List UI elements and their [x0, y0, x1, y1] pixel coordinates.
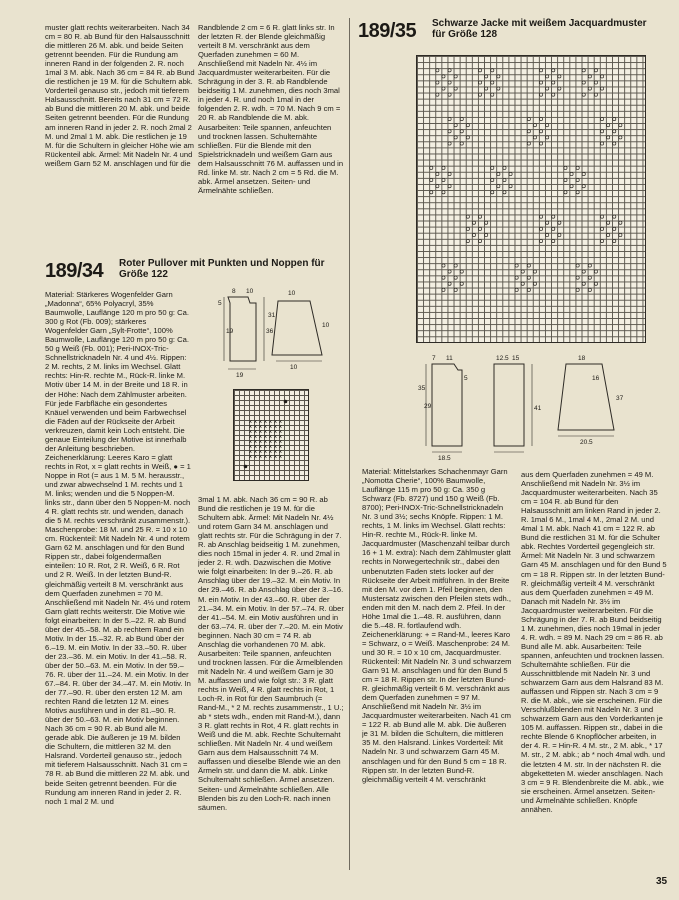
motif-x-mark: x [279, 419, 282, 426]
jacquard-cell-mark [546, 124, 549, 127]
jacquard-cell-mark [515, 264, 518, 267]
jacquard-cell-mark [497, 185, 500, 188]
schema-dimension-label: 15 [512, 355, 520, 362]
jacquard-cell-mark [485, 87, 488, 90]
jacquard-cell-mark [527, 288, 530, 291]
motif-x-mark: x [264, 419, 267, 426]
schema-dimension-label: 37 [616, 395, 624, 402]
jacquard-cell-mark [497, 87, 500, 90]
motif-x-mark: x [264, 449, 267, 456]
motif-x-mark: x [269, 424, 272, 431]
jacquard-cell-mark [442, 87, 445, 90]
motif-x-mark: x [269, 419, 272, 426]
jacquard-cell-mark [594, 270, 597, 273]
schema-dimension-label: 36 [266, 328, 274, 335]
jacquard-cell-mark [448, 172, 451, 175]
jacquard-cell-mark [478, 93, 481, 96]
col1-main-text: Material: Stärkeres Wogenfelder Garn „Madonna“, 65% Polyacryl, 35% Baumwolle, Lauflänge 120 m pro 50 g: Ca. 300 g Rot (Fb. 009); stärkeres Wogenfelder Garn „Sylt-Frotte“, 100% Baumwolle, Lauflänge 120 m pro 50 g: Ca. 50 g Weiß (Fb. 001); Peri-INOX-Tric-Schnellstricknadeln Nr. 4 und 4½. Rippen: 2 M. rechts, 2 M. links im Wechsel. Glatt rechts: Hin-R. rechte M., Rück-R. linke M. Motiv über 14 M. in der Breite und 18 R. in der Höhe: Nach dem Zählmuster arbeiten. Für jede Farbfläche ein gesondertes Knäuel verwenden und beim Farbwechsel die Fäden auf der Rückseite der Arbeit verkreuzen, damit kein Loch entsteht. Die genaue Einteilung der Motive ist innerhalb der Anleitung beschrieben. Zeichenerklärung: Leeres Karo = glatt rechts in Rot, x = glatt rechts in Weiß, ● = 1 Noppe in Rot (= aus 1 M. 5 M. herausstr., und zwar abwechselnd 1 M. rechts und 1 M. links; wenden und die 5 Noppen-M. links str., dann über den 5 Noppen-M. noch 4 R. glatt rechts str. und wenden, danach die 5 M. rechts verschränkt zusammenstr.). Maschenprobe: 18 M. und 25 R. = 10 x 10 cm. Rückenteil: Mit Nadeln Nr. 4 und rotem Garn 62 M. anschlagen und für den Bund Rippen str., dabei folgendermaßen einteilen: 10 R. Rot, 2 R. Weiß, 6 R. Rot und 2 R. Weiß. In der letzten Bund-R. gleichmäßig verteilt 8 M. verschränkt aus dem Querfaden zunehmen = 70 M. Anschließend mit Nadeln Nr. 4½ und rotem Garn glatt rechts weiterstr. Die Motive wie folgt einarbeiten: In der 5.–22. R. ab Bund über der 45.–58. M. ab rechtem Rand ein Motiv. In der 15.–32. R. ab Bund über der 6.–19. M. ein Motiv. In der 33.–50. R. über der 23.–36. M. ein Motiv. In der 41.–58. R. über der 50.–63. M. ein Motiv. In der 59.–76. R. über der 11.–24. M. ein Motiv. In der 67.–84. R. über der 34.–47. M. ein Motiv. In der 77.–90. R. über den ersten 12 M. am rechten Rand die letzten 12 M. eines Motivs ausführen und in der 81.–90. R. über der 50.–63. M. ein Motiv beginnen. Nach 36 cm = 90 R. ab Bund alle M. gerade abk. Die äußeren je 19 M. bilden die Schultern, die mittleren 32 M. den Halsrand. Vorderteil genauso str., jedoch mit tieferem Halsausschnitt. Nach 31 cm = 78 R. ab Bund die mittleren 22 M. abk. und beide Seiten getrennt beenden. Für die Rundung am inneren Rand in jeder 2. R. noch 1 mal 2 M. und [45, 290, 191, 806]
jacquard-cell-mark [539, 81, 542, 84]
jacquard-cell-mark [558, 87, 561, 90]
jacquard-cell-mark [503, 178, 506, 181]
jacquard-cell-mark [454, 124, 457, 127]
jacquard-cell-mark [576, 166, 579, 169]
jacquard-cell-mark [460, 282, 463, 285]
jacquard-cell-mark [552, 239, 555, 242]
jacquard-cell-mark [442, 264, 445, 267]
motif-x-mark: x [249, 454, 252, 461]
jacquard-cell-mark [539, 215, 542, 218]
jacquard-cell-mark [436, 93, 439, 96]
jacquard-cell-mark [546, 233, 549, 236]
jacquard-cell-mark [600, 75, 603, 78]
jacquard-cell-mark [613, 239, 616, 242]
motif-x-mark: x [279, 424, 282, 431]
jacquard-cell-mark [460, 117, 463, 120]
schema-dimension-label: 10 [288, 290, 296, 297]
motif-x-mark: x [274, 444, 277, 451]
jacquard-cell-mark [460, 130, 463, 133]
jacquard-cell-mark [546, 87, 549, 90]
jacquard-cell-mark [552, 81, 555, 84]
jacquard-cell-mark [485, 75, 488, 78]
heading-189-34: 189/34 [45, 260, 104, 282]
jacquard-cell-mark [600, 142, 603, 145]
motif-x-mark: x [269, 434, 272, 441]
jacquard-cell-mark [613, 130, 616, 133]
jacquard-cell-mark [460, 142, 463, 145]
motif-x-mark: x [254, 429, 257, 436]
jacquard-cell-mark [613, 117, 616, 120]
jacquard-cell-mark [491, 81, 494, 84]
schema-dimension-label: 5 [218, 300, 222, 307]
motif-x-mark: x [259, 444, 262, 451]
jacquard-cell-mark [594, 69, 597, 72]
jacquard-cell-mark [533, 282, 536, 285]
jacquard-cell-mark [607, 136, 610, 139]
motif-x-mark: x [264, 429, 267, 436]
jacquard-cell-mark [582, 185, 585, 188]
jacquard-cell-mark [460, 270, 463, 273]
jacquard-cell-mark [436, 172, 439, 175]
motif-x-mark: x [254, 434, 257, 441]
col2-top-text: Randblende 2 cm = 6 R. glatt links str. In der letzten R. der Blende gleichmäßig verteilt 8 M. verschränkt aus dem Querfaden zunehmen = 60 M. Anschließend mit Nadeln Nr. 4½ im Jacquardmuster weiterarbeiten. Für die Schrägung in der 3. R. ab Randblende beidseitig 1 M. zunehmen, dies noch 3mal in jeder 4. R. und noch 1mal in der folgenden 2. R. wdh. = 70 M. Nach 9 cm = 20 R. ab Randblende die M. abk. Ausarbeiten: Teile spannen, anfeuchten und trocknen lassen. Schulternähte schließen. Für die Blende mit den Spielstricknadeln und weißem Garn aus dem Halsausschnitt 76 M. auffassen und in Rd. linke M. str. Nach 2 cm = 5 Rd. die M. abk. Ärmel ansetzen. Seiten- und Ärmelnähte schließen. [198, 23, 344, 195]
jacquard-cell-mark [558, 233, 561, 236]
col4-main-text: aus dem Querfaden zunehmen = 49 M. Anschließend mit Nadeln Nr. 3½ im Jacquardmuster weiterarbeiten. Nach 35 cm = 104 R. ab Bund für den Halsausschnitt am linken Rand in jeder 2. R. 1mal 6 M., 1mal 4 M., 2mal 2 M. und 4mal 1 M. abk. Nach 41 cm = 122 R. ab Bund die restlichen 31 M. für die Schulter abk. Rechtes Vorderteil gegengleich str. Ärmel: Mit Nadeln Nr. 3 und schwarzem Garn 45 M. anschlagen und für den Bund 5 cm = 18 R. Rippen str. In der letzten Bund-R. gleichmäßig verteilt 4 M. verschränkt aus dem Querfaden zunehmen = 49 M. Danach mit Nadeln Nr. 3½ im Jacquardmuster weiterarbeiten. Für die Schrägung in der 7. R. ab Bund beidseitig 1 M. zunehmen, dies noch 19mal in jeder 4. R. wdh. = 89 M. Nach 29 cm = 86 R. ab Bund alle M. abk. Ausarbeiten: Teile spannen, anfeuchten und trocknen lassen. Schulternähte schließen. Für die Ausschnittblende mit Nadeln Nr. 3 und schwarzem Garn aus dem Halsrand 83 M. auffassen und Rippen str. Nach 3 cm = 9 R. die M. abk., wie sie erscheinen. Für die Verschlußblenden mit Nadeln Nr. 3 und schwarzem Garn aus den Vorderkanten je 105 M. auffassen. Rippen str., dabei in die rechte Blende 6 Knopflöcher arbeiten, in der 4. R. = Hin-R. 4 M. str., 2 M. abk., * 17 M. str., 2 M. abk.; ab * noch 4mal wdh. und die letzten 4 M. str. In der nächsten R. die abgeketteten M. wieder anschlagen. Nach 3 cm = 9 R. Blendenbreite die M. abk., wie sie erscheinen. Ärmel ansetzen. Seiten- und Ärmelnähte schließen. Knöpfe annähen. [521, 470, 667, 814]
jacquard-cell-mark [600, 117, 603, 120]
jacquard-cell-mark [497, 75, 500, 78]
jacquard-cell-mark [515, 288, 518, 291]
motif-x-mark: x [269, 429, 272, 436]
jacquard-cell-mark [582, 270, 585, 273]
jacquard-cell-mark [546, 221, 549, 224]
motif-x-mark: x [264, 439, 267, 446]
jacquard-cell-mark [491, 178, 494, 181]
schema-dimension-label: 29 [424, 403, 432, 410]
jacquard-cell-mark [466, 215, 469, 218]
jacquard-cell-mark [466, 136, 469, 139]
jacquard-cell-mark [472, 221, 475, 224]
jacquard-cell-mark [454, 136, 457, 139]
motif-x-mark: x [274, 439, 277, 446]
schema-dimension-label: 10 [290, 364, 298, 371]
jacquard-cell-mark [607, 233, 610, 236]
pullover-motif-marks [233, 389, 307, 479]
jacquard-cell-mark [491, 69, 494, 72]
jacquard-cell-mark [436, 185, 439, 188]
motif-x-mark: x [269, 444, 272, 451]
motif-x-mark: x [274, 454, 277, 461]
jacquard-cell-mark [582, 69, 585, 72]
jacquard-cell-mark [552, 69, 555, 72]
jacquard-cell-mark [527, 130, 530, 133]
jacquard-cell-mark [436, 69, 439, 72]
jacquard-cell-mark [466, 124, 469, 127]
jacquard-cell-mark [448, 282, 451, 285]
motif-x-mark: x [254, 419, 257, 426]
motif-x-mark: x [269, 449, 272, 456]
motif-x-mark: x [264, 424, 267, 431]
jacquard-chart-motifs [416, 55, 644, 341]
jacquard-cell-mark [588, 87, 591, 90]
motif-x-mark: x [264, 454, 267, 461]
jacquard-cell-mark [613, 215, 616, 218]
motif-x-mark: x [249, 429, 252, 436]
jacquard-cell-mark [570, 185, 573, 188]
jacquard-cell-mark [448, 270, 451, 273]
motif-x-mark: x [249, 419, 252, 426]
motif-x-mark: x [249, 439, 252, 446]
motif-x-mark: x [254, 439, 257, 446]
jacquard-cell-mark [503, 191, 506, 194]
motif-x-mark: x [264, 444, 267, 451]
schema-dimension-label: 12.5 [496, 355, 509, 362]
jacquard-cell-mark [442, 288, 445, 291]
jacquard-cell-mark [588, 264, 591, 267]
jacquard-cell-mark [564, 166, 567, 169]
col1-top-text: muster glatt rechts weiterarbeiten. Nach 34 cm = 80 R. ab Bund für den Halsausschnitt die mittleren 26 M. abk. und beide Seiten getrennt beenden. Für die Rundung am inneren Rand in der folgenden 2. R. noch 1mal 3 M. abk. Nach 36 cm = 84 R. ab Bund die restlichen je 19 M. für die Schultern abk. Vorderteil genauso str., jedoch mit tieferem Halsausschnitt. Bereits nach 31 cm = 72 R. ab Bund die mittleren 20 M. abk. und beide Seiten getrennt beenden. Für die Rundung am inneren Rand in jeder 2. R. noch 2mal 2 M. und 2mal 1 M. abk. Die restlichen je 19 M. für die Schultern in gleicher Höhe wie am Rückenteil abk. Ärmel: Mit Nadeln Nr. 4 und weißem Garn 52 M. anschlagen und für die [45, 23, 195, 168]
jacquard-cell-mark [485, 221, 488, 224]
jacquard-cell-mark [442, 178, 445, 181]
motif-x-mark: x [249, 434, 252, 441]
jacquard-cell-mark [558, 75, 561, 78]
jacquard-cell-mark [594, 81, 597, 84]
jacquard-cell-mark [546, 136, 549, 139]
jacquard-cell-mark [607, 221, 610, 224]
jacquard-cell-mark [619, 136, 622, 139]
jacquard-cell-mark [539, 227, 542, 230]
jacquard-cell-mark [478, 227, 481, 230]
heading-189-35: 189/35 [358, 20, 417, 42]
jacquard-cell-mark [600, 130, 603, 133]
motif-x-mark: x [249, 424, 252, 431]
jacquard-cell-mark [448, 93, 451, 96]
jacquard-cell-mark [509, 185, 512, 188]
schema-dimension-label: 41 [534, 405, 542, 412]
jacquard-cell-mark [600, 239, 603, 242]
jacquard-cell-mark [485, 233, 488, 236]
jacquard-cell-mark [582, 93, 585, 96]
schema-dimension-label: 35 [418, 385, 426, 392]
jacquard-cell-mark [436, 81, 439, 84]
jacquard-cell-mark [588, 288, 591, 291]
jacquard-cell-mark [533, 270, 536, 273]
motif-noppe-mark [284, 400, 288, 404]
jacquard-cell-mark [454, 276, 457, 279]
jacquard-cell-mark [613, 142, 616, 145]
heading-189-35-title: Schwarze Jacke mit weißem Jacquardmuster für Größe 128 [432, 18, 647, 40]
schema-jacket [402, 350, 652, 462]
motif-x-mark: x [254, 454, 257, 461]
jacquard-cell-mark [448, 69, 451, 72]
motif-x-mark: x [279, 439, 282, 446]
motif-x-mark: x [259, 419, 262, 426]
jacquard-cell-mark [478, 215, 481, 218]
jacquard-cell-mark [527, 276, 530, 279]
jacquard-cell-mark [594, 282, 597, 285]
jacquard-cell-mark [570, 172, 573, 175]
schema-dimension-label: 10 [246, 288, 254, 295]
jacquard-cell-mark [564, 191, 567, 194]
jacquard-cell-mark [442, 75, 445, 78]
motif-x-mark: x [279, 429, 282, 436]
motif-x-mark: x [274, 449, 277, 456]
schema-dimension-label: 19 [236, 372, 244, 379]
jacquard-cell-mark [582, 172, 585, 175]
jacquard-cell-mark [576, 264, 579, 267]
jacquard-cell-mark [552, 227, 555, 230]
jacquard-cell-mark [442, 276, 445, 279]
jacquard-cell-mark [430, 166, 433, 169]
jacquard-cell-mark [448, 142, 451, 145]
schema-dimension-label: 18 [578, 355, 586, 362]
motif-x-mark: x [279, 434, 282, 441]
jacquard-cell-mark [478, 69, 481, 72]
schema-dimension-label: 10 [322, 322, 330, 329]
schema-pullover [198, 283, 348, 381]
jacquard-cell-mark [600, 215, 603, 218]
jacquard-cell-mark [582, 282, 585, 285]
jacquard-cell-mark [619, 233, 622, 236]
schema-dimension-label: 20.5 [580, 439, 593, 446]
jacquard-cell-mark [454, 288, 457, 291]
motif-x-mark: x [254, 424, 257, 431]
jacquard-cell-mark [491, 93, 494, 96]
jacquard-cell-mark [539, 142, 542, 145]
col2-main-text: 3mal 1 M. abk. Nach 36 cm = 90 R. ab Bund die restlichen je 19 M. für die Schultern abk. Ärmel: Mit Nadeln Nr. 4½ und rotem Garn 34 M. anschlagen und glatt rechts str. Für die Schrägung in der 7. R. ab Anschlag beidseitig 1 M. zunehmen, dies noch 15mal in jeder 4. R. und 2mal in jeder 2. R. wdh. Dazwischen die Motive wie folgt einarbeiten: In der 9.–26. R. ab Anschlag über der 19.–32. M. ein Motiv. In der 29.–46. R. ab Anschlag über der 3.–16. M. ein Motiv. In der 43.–60. R. über der 21.–34. M. ein Motiv. In der 57.–74. R. über der 41.–54. M. ein Motiv ausführen und in der 63.–74. R. über der 7.–20. M. ein Motiv beginnen. Nach 30 cm = 74 R. ab Anschlag die vorhandenen 70 M. abk. Ausarbeiten: Teile spannen, anfeuchten und trocknen lassen. Für die Ärmelblenden mit Nadeln Nr. 4 und weißem Garn je 30 M. auffassen und wie folgt str.: 3 R. glatt rechts in Weiß, 4 R. glatt rechts in Rot, 1 Loch-R. in Rot für den Saumbruch (= Rand-M., * 2 M. rechts zusammenstr., 1 U.; ab * stets wdh., enden mit Rand-M.), dann 3 R. glatt rechts in Rot, 4 R. glatt rechts in Weiß und die M. abk. Rechte Schulternaht schließen. Mit Nadeln Nr. 4 und weißem Garn aus dem Halsausschnitt 74 M. auffassen und dieselbe Blende wie an den Ärmeln str. und dann die M. abk. Linke Schulternaht schließen. Ärmel ansetzen. Seiten- und Ärmelnähte schließen. Alle Blenden bis zu den Loch-R. nach innen säumen. [198, 495, 344, 812]
jacquard-cell-mark [472, 233, 475, 236]
jacquard-cell-mark [430, 178, 433, 181]
jacquard-cell-mark [607, 124, 610, 127]
motif-x-mark: x [264, 434, 267, 441]
jacquard-cell-mark [521, 282, 524, 285]
jacquard-cell-mark [466, 227, 469, 230]
motif-x-mark: x [249, 444, 252, 451]
jacquard-cell-mark [491, 166, 494, 169]
schema-dimension-label: 16 [592, 375, 600, 382]
jacquard-cell-mark [564, 178, 567, 181]
jacquard-cell-mark [582, 81, 585, 84]
schema-dimension-label: 8 [232, 288, 236, 295]
motif-x-mark: x [274, 429, 277, 436]
jacquard-cell-mark [539, 130, 542, 133]
motif-x-mark: x [274, 419, 277, 426]
motif-x-mark: x [269, 454, 272, 461]
motif-x-mark: x [259, 424, 262, 431]
jacquard-cell-mark [546, 75, 549, 78]
schema-dimension-label: 18.5 [438, 455, 451, 462]
motif-x-mark: x [279, 454, 282, 461]
motif-x-mark: x [279, 444, 282, 451]
jacquard-cell-mark [478, 239, 481, 242]
jacquard-cell-mark [521, 270, 524, 273]
jacquard-cell-mark [448, 185, 451, 188]
jacquard-cell-mark [448, 81, 451, 84]
motif-x-mark: x [279, 449, 282, 456]
motif-x-mark: x [259, 434, 262, 441]
jacquard-cell-mark [539, 69, 542, 72]
jacquard-cell-mark [448, 117, 451, 120]
jacquard-cell-mark [576, 276, 579, 279]
jacquard-cell-mark [448, 130, 451, 133]
jacquard-cell-mark [430, 191, 433, 194]
schema-dimension-label: 11 [446, 355, 453, 362]
motif-x-mark: x [259, 439, 262, 446]
jacquard-cell-mark [442, 191, 445, 194]
column-separator [349, 18, 350, 870]
jacquard-cell-mark [539, 117, 542, 120]
jacquard-cell-mark [515, 276, 518, 279]
motif-x-mark: x [269, 439, 272, 446]
jacquard-cell-mark [552, 93, 555, 96]
motif-x-mark: x [259, 449, 262, 456]
jacquard-cell-mark [594, 93, 597, 96]
jacquard-cell-mark [600, 87, 603, 90]
jacquard-cell-mark [576, 191, 579, 194]
schema-dimension-label: 7 [432, 355, 436, 362]
jacquard-cell-mark [527, 117, 530, 120]
jacquard-cell-mark [442, 166, 445, 169]
jacquard-cell-mark [497, 172, 500, 175]
col3-main-text: Material: Mittelstarkes Schachenmayr Garn „Nomotta Cherie“, 100% Baumwolle, Lauflänge 115 m pro 50 g: Ca. 350 g Schwarz (Fb. 8727) und 150 g Weiß (Fb. 8700); Peri-INOX-Tric-Schnellstricknadeln Nr. 3 und 3½; sechs Knöpfe. Rippen: 1 M. rechts, 1 M. links im Wechsel. Glatt rechts: Hin-R. rechte M., Rück-R. linke M. Jacquardmuster (Maschenzahl teilbar durch 16 + 1 M. extra): Nach dem Zählmuster glatt rechts in Norwegertechnik str., dabei den unbenutzten Faden stets locker auf der Rückseite der Arbeit mitführen. In der Breite mit den M. vor dem 1. Pfeil beginnen, den Mustersatz zwischen den Pfeilen stets wdh., enden mit den M. nach dem 2. Pfeil. In der Höhe 1mal die 1.–48. R. ausführen, dann die 5.–48. R. fortlaufend wdh. Zeichenerklärung: + = Rand-M., leeres Karo = Schwarz, o = Weiß. Maschenprobe: 24 M. und 30 R. = 10 x 10 cm, Jacquardmuster. Rückenteil: Mit Nadeln Nr. 3 und schwarzem Garn 91 M. anschlagen und für den Bund 5 cm = 18 R. Rippen str. In der letzten Bund-R. gleichmäßig verteilt 6 M. verschränkt aus dem Querfaden zunehmen = 97 M. Anschließend mit Nadeln Nr. 3½ im Jacquardmuster weiterarbeiten. Nach 41 cm = 122 R. ab Bund alle M. abk. Die äußeren je 31 M. bilden die Schultern, die mittleren 35 M. den Halsrand. Linkes Vorderteil: Mit Nadeln Nr. 3 und schwarzem Garn 45 M. anschlagen und für den Bund 5 cm = 18 R. Rippen str. In der letzten Bund-R. gleichmäßig verteilt 4 M. verschränkt [362, 467, 512, 784]
jacquard-cell-mark [491, 191, 494, 194]
jacquard-cell-mark [613, 227, 616, 230]
jacquard-cell-mark [619, 221, 622, 224]
jacquard-cell-mark [527, 142, 530, 145]
motif-x-mark: x [254, 444, 257, 451]
heading-189-34-title: Roter Pullover mit Punkten und Noppen für Größe 122 [119, 258, 325, 280]
motif-x-mark: x [274, 424, 277, 431]
jacquard-cell-mark [527, 264, 530, 267]
jacquard-cell-mark [503, 166, 506, 169]
jacquard-cell-mark [454, 75, 457, 78]
motif-x-mark: x [249, 449, 252, 456]
motif-x-mark: x [274, 434, 277, 441]
jacquard-cell-mark [552, 215, 555, 218]
jacquard-cell-mark [466, 239, 469, 242]
page-number: 35 [656, 876, 668, 887]
jacquard-cell-mark [619, 124, 622, 127]
schema-dimension-label: 19 [226, 328, 234, 335]
jacquard-cell-mark [454, 87, 457, 90]
jacquard-cell-mark [600, 227, 603, 230]
motif-x-mark: x [254, 449, 257, 456]
jacquard-cell-mark [454, 264, 457, 267]
jacquard-cell-mark [539, 239, 542, 242]
jacquard-cell-mark [558, 221, 561, 224]
schema-dimension-label: 5 [464, 375, 468, 382]
motif-x-mark: x [259, 454, 262, 461]
schema-dimension-label: 31 [268, 312, 276, 319]
jacquard-cell-mark [588, 75, 591, 78]
jacquard-cell-mark [478, 81, 481, 84]
jacquard-cell-mark [539, 93, 542, 96]
jacquard-cell-mark [533, 124, 536, 127]
jacquard-cell-mark [533, 136, 536, 139]
jacquard-cell-mark [509, 172, 512, 175]
motif-x-mark: x [259, 429, 262, 436]
jacquard-cell-mark [588, 276, 591, 279]
motif-noppe-mark [244, 465, 248, 469]
jacquard-cell-mark [576, 288, 579, 291]
jacquard-cell-mark [576, 178, 579, 181]
